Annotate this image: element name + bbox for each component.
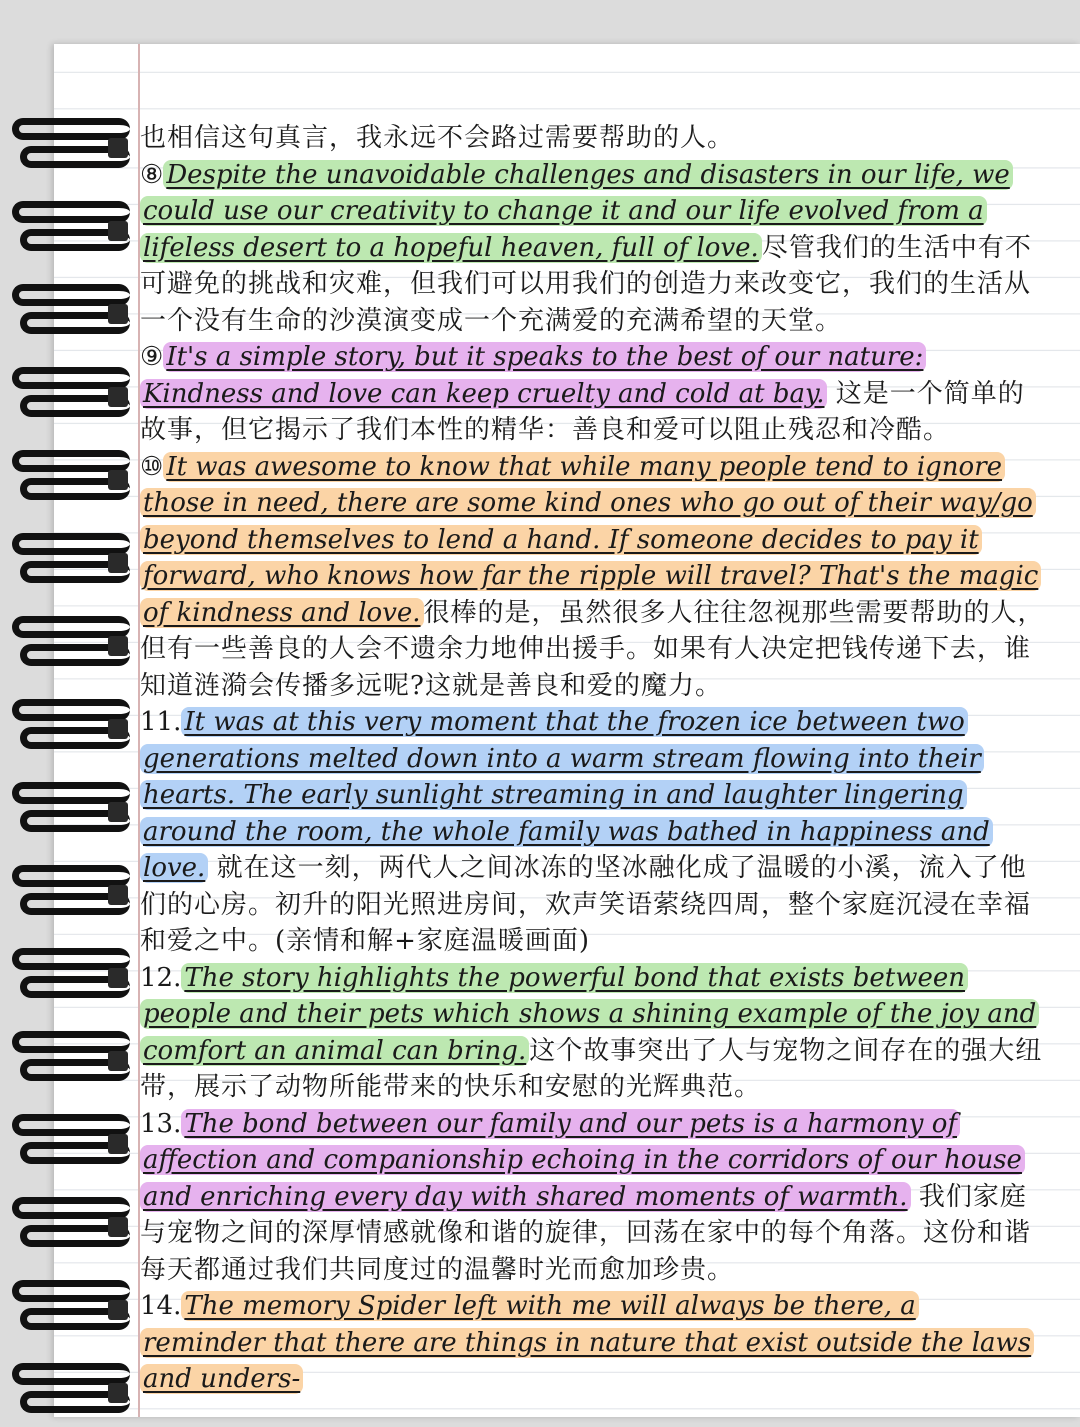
spiral-ring [0,1191,150,1261]
spiral-ring [0,942,150,1012]
spiral-ring [0,1025,150,1095]
paragraph-number: 12. [140,962,182,993]
spiral-ring [0,278,150,348]
english-highlight: It was at this very moment that the frozen ice between two generations melted down into a warm stream flowing into their hearts. The early sunlight streaming in and laughter lingering around the room, the whole family was bathed in happiness and love. [140,707,993,883]
paragraph-9 [140,339,1045,449]
paragraph-number: 14. [140,1291,182,1321]
english-highlight: The bond between our family and our pets is a harmony of affection and companionship echoing in the corridors of our house and enriching every day with shared moments of warmth. [140,1109,1025,1212]
spiral-ring [0,859,150,929]
spiral-ring [0,444,150,514]
english-highlight: It's a simple story, but it speaks to the best of our nature: Kindness and love can keep cruelty and cold at bay. [140,342,926,409]
paragraph-0 [140,120,1045,157]
paragraph-10 [140,449,1045,705]
spiral-ring [0,361,150,431]
paragraph-8 [140,157,1045,340]
paragraph-14 [140,1288,1045,1398]
paragraph-12 [140,960,1045,1106]
spiral-ring [0,693,150,763]
chinese-text: 尽管我们的生活中有不可避免的挑战和灾难，但我们可以用我们的创造力来改变它，我们的生活从一个没有生命的沙漠演变成一个充满爱的充满希望的天堂。 [140,232,1032,336]
spiral-ring [0,776,150,846]
spiral-ring [0,195,150,265]
spiral-ring [0,1108,150,1178]
paragraph-11 [140,704,1045,960]
chinese-text: 这个故事突出了人与宠物之间存在的强大纽带，展示了动物所能带来的快乐和安慰的光辉典范。 [140,1035,1043,1102]
english-highlight: The story highlights the powerful bond that exists between people and their pets which shows a shining example of the joy and comfort an animal can bring. [140,963,1039,1066]
spiral-ring [0,112,150,182]
paragraph-number: ⑩ [140,451,164,482]
paragraph-number: ⑨ [140,342,164,372]
spiral-ring [0,610,150,680]
chinese-text: 我们家庭与宠物之间的深厚情感就像和谐的旋律，回荡在家中的每个角落。这份和谐每天都通过我们共同度过的温馨时光而愈加珍贵。 [140,1181,1032,1285]
spiral-ring [0,1274,150,1344]
spiral-ring [0,527,150,597]
paragraph-number: ⑧ [140,159,164,190]
chinese-text: 这是一个简单的故事，但它揭示了我们本性的精华：善良和爱可以阻止残忍和冷酷。 [140,378,1025,445]
english-highlight: It was awesome to know that while many people tend to ignore those in need, there are some kind ones who go out of their way/go beyond themselves to lend a hand. If someone decides to pay it forward, who knows how far the ripple will travel? That's the magic of kindness and love. [140,452,1041,628]
chinese-text: 很棒的是，虽然很多人往往忽视那些需要帮助的人，但有一些善良的人会不遗余力地伸出援手。如果有人决定把钱传递下去，谁知道涟漪会传播多远呢?这就是善良和爱的魔力。 [140,597,1045,701]
paragraph-number: 11. [140,707,182,737]
spiral-binding [0,0,150,1417]
english-highlight: The memory Spider left with me will always be there, a reminder that there are things in nature that exist outside the laws and unders- [140,1291,1034,1394]
paragraph-number: 13. [140,1108,182,1139]
paragraph-13 [140,1106,1045,1289]
chinese-text: 就在这一刻，两代人之间冰冻的坚冰融化成了温暖的小溪，流入了他们的心房。初升的阳光照进房间，欢声笑语萦绕四周，整个家庭沉浸在幸福和爱之中。(亲情和解+家庭温暖画面) [140,853,1032,956]
notes-text [140,120,1045,1398]
english-highlight: Despite the unavoidable challenges and disasters in our life, we could use our creativity to change it and our life evolved from a lifeless desert to a hopeful heaven, full of love. [140,160,1013,263]
chinese-text: 也相信这句真言，我永远不会路过需要帮助的人。 [140,123,735,153]
